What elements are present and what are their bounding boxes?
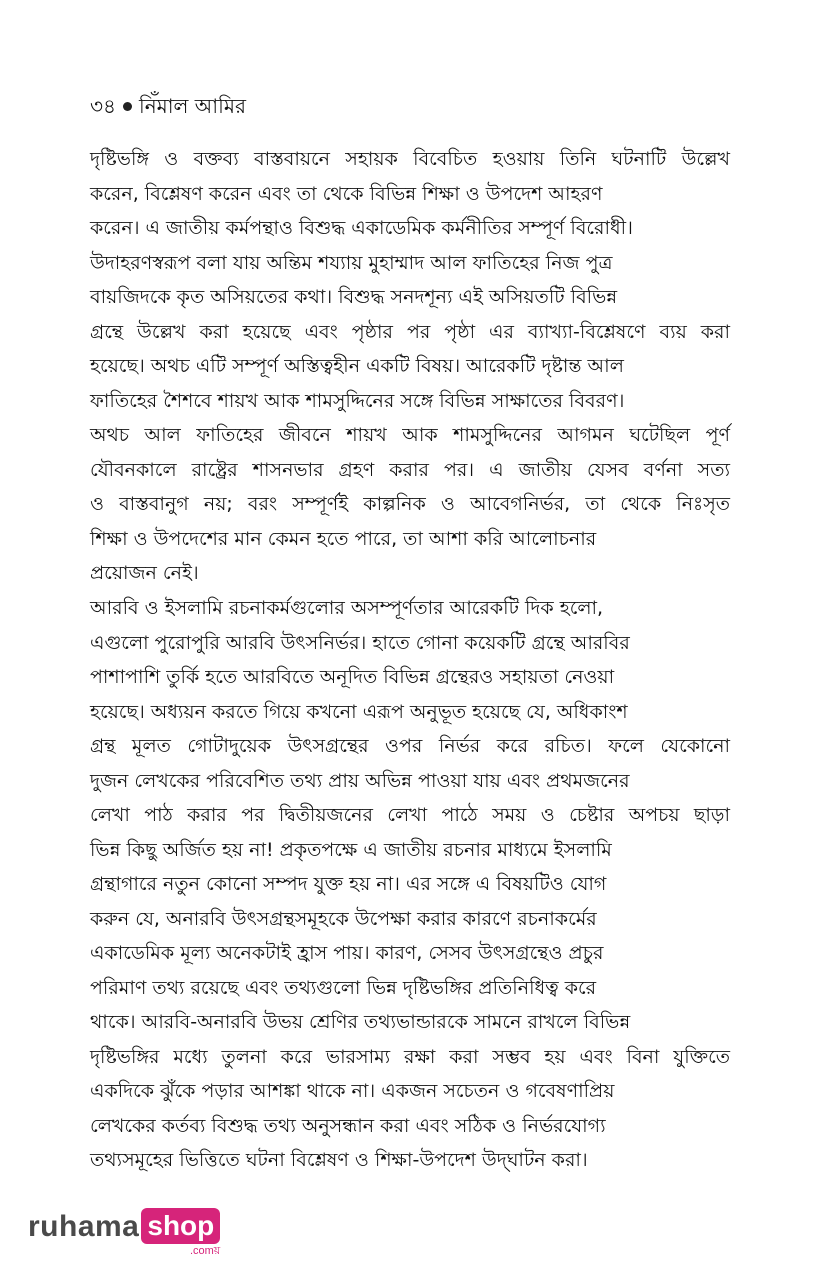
logo-text-ruhama: ruhama — [28, 1210, 140, 1243]
paragraph-2 — [90, 591, 730, 1178]
text-line: দৃষ্টিভঙ্গির মধ্যে তুলনা করে ভারসাম্য রক্ষা করা সম্ভব হয় এবং বিনা যুক্তিতে — [90, 1045, 730, 1068]
text-line: গ্রন্থে উল্লেখ করা হয়েছে এবং পৃষ্ঠার পর পৃষ্ঠা এর ব্যাখ্যা-বিশ্লেষণে ব্যয় করা — [90, 320, 730, 343]
text-line: ফাতিহের শৈশবে শায়খ আক শামসুদ্দিনের সঙ্গে বিভিন্ন সাক্ষাতের বিবরণ। — [90, 389, 625, 412]
text-line: একদিকে ঝুঁকে পড়ার আশঙ্কা থাকে না। একজন সচেতন ও গবেষণাপ্রিয় — [90, 1080, 615, 1102]
paragraph-1 — [90, 142, 730, 591]
text-line: গ্রন্থাগারে নতুন কোনো সম্পদ যুক্ত হয় না। এর সঙ্গে এ বিষয়টিও যোগ — [90, 873, 607, 895]
text-line: দুজন লেখকের পরিবেশিত তথ্য প্রায় অভিন্ন পাওয়া যায় এবং প্রথমজনের — [90, 769, 630, 792]
text-line: একাডেমিক মূল্য অনেকটাই হ্রাস পায়। কারণ, সেসব উৎসগ্রন্থেও প্রচুর — [90, 942, 604, 964]
text-line: বায়জিদকে কৃত অসিয়তের কথা। বিশুদ্ধ সনদশূন্য এই অসিয়তটি বিভিন্ন — [90, 286, 618, 308]
text-line: ও বাস্তবানুগ নয়; বরং সম্পূর্ণই কাল্পনিক ও আবেগনির্ভর, তা থেকে নিঃসৃত — [90, 493, 730, 515]
running-header — [90, 92, 246, 120]
text-line: আরবি ও ইসলামি রচনাকর্মগুলোর অসম্পূর্ণতার আরেকটি দিক হলো, — [90, 597, 604, 619]
text-line: হয়েছে। অথচ এটি সম্পূর্ণ অস্তিত্বহীন একটি বিষয়। আরেকটি দৃষ্টান্ত আল — [90, 355, 624, 377]
text-line: এগুলো পুরোপুরি আরবি উৎসনির্ভর। হাতে গোনা কয়েকটি গ্রন্থে আরবির — [90, 631, 630, 654]
text-line: গ্রন্থ মূলত গোটাদুয়েক উৎসগ্রন্থের ওপর নির্ভর করে রচিত। ফলে যেকোনো — [90, 735, 730, 757]
text-line: তথ্যসমূহের ভিত্তিতে ঘটনা বিশ্লেষণ ও শিক্ষা-উপদেশ উদ্‌ঘাটন করা। — [90, 1149, 588, 1171]
text-line: লেখা পাঠ করার পর দ্বিতীয়জনের লেখা পাঠে সময় ও চেষ্টার অপচয় ছাড়া — [90, 804, 730, 826]
text-line: দৃষ্টিভঙ্গি ও বক্তব্য বাস্তবায়নে সহায়ক বিবেচিত হওয়ায় তিনি ঘটনাটি উল্লেখ — [90, 148, 730, 170]
text-line: করুন যে, অনারবি উৎসগ্রন্থসমূহকে উপেক্ষা করার কারণে রচনাকর্মের — [90, 907, 597, 930]
book-title: নিঁমাল আমির — [138, 94, 246, 118]
text-line: প্রয়োজন নেই। — [90, 562, 199, 584]
logo-text-domain: .comয় — [189, 1245, 221, 1257]
text-line: করেন, বিশ্লেষণ করেন এবং তা থেকে বিভিন্ন শিক্ষা ও উপদেশ আহরণ — [90, 182, 603, 205]
text-line: উদাহরণস্বরূপ বলা যায় অন্তিম শয্যায় মুহাম্মাদ আল ফাতিহের নিজ পুত্র — [90, 251, 613, 274]
text-line: লেখকের কর্তব্য বিশুদ্ধ তথ্য অনুসন্ধান করা এবং সঠিক ও নির্ভরযোগ্য — [90, 1114, 606, 1137]
bullet-dot-icon — [123, 102, 132, 111]
text-line: করেন। এ জাতীয় কর্মপন্থাও বিশুদ্ধ একাডেমিক কর্মনীতির সম্পূর্ণ বিরোধী। — [90, 217, 633, 239]
text-line: পরিমাণ তথ্য রয়েছে এবং তথ্যগুলো ভিন্ন দৃষ্টিভঙ্গির প্রতিনিধিত্ব করে — [90, 976, 597, 999]
text-line: যৌবনকালে রাষ্ট্রের শাসনভার গ্রহণ করার পর। এ জাতীয় যেসব বর্ণনা সত্য — [90, 458, 730, 481]
page-number: ৩৪ — [90, 94, 116, 118]
text-line: হয়েছে। অধ্যয়ন করতে গিয়ে কখনো এরূপ অনুভূত হয়েছে যে, অধিকাংশ — [90, 700, 628, 723]
text-line: থাকে। আরবি-অনারবি উভয় শ্রেণির তথ্যভান্ডারকে সামনে রাখলে বিভিন্ন — [90, 1011, 631, 1033]
text-line: শিক্ষা ও উপদেশের মান কেমন হতে পারে, তা আশা করি আলোচনার — [90, 527, 597, 550]
logo-text-shop: shop — [141, 1208, 220, 1244]
ruhamashop-logo — [28, 1208, 220, 1257]
text-line: অথচ আল ফাতিহের জীবনে শায়খ আক শামসুদ্দিনের আগমন ঘটেছিল পূর্ণ — [90, 424, 730, 446]
text-line: ভিন্ন কিছু অর্জিত হয় না! প্রকৃতপক্ষে এ জাতীয় রচনার মাধ্যমে ইসলামি — [90, 838, 612, 861]
text-line: পাশাপাশি তুর্কি হতে আরবিতে অনূদিত বিভিন্ন গ্রন্থেরও সহায়তা নেওয়া — [90, 666, 615, 688]
